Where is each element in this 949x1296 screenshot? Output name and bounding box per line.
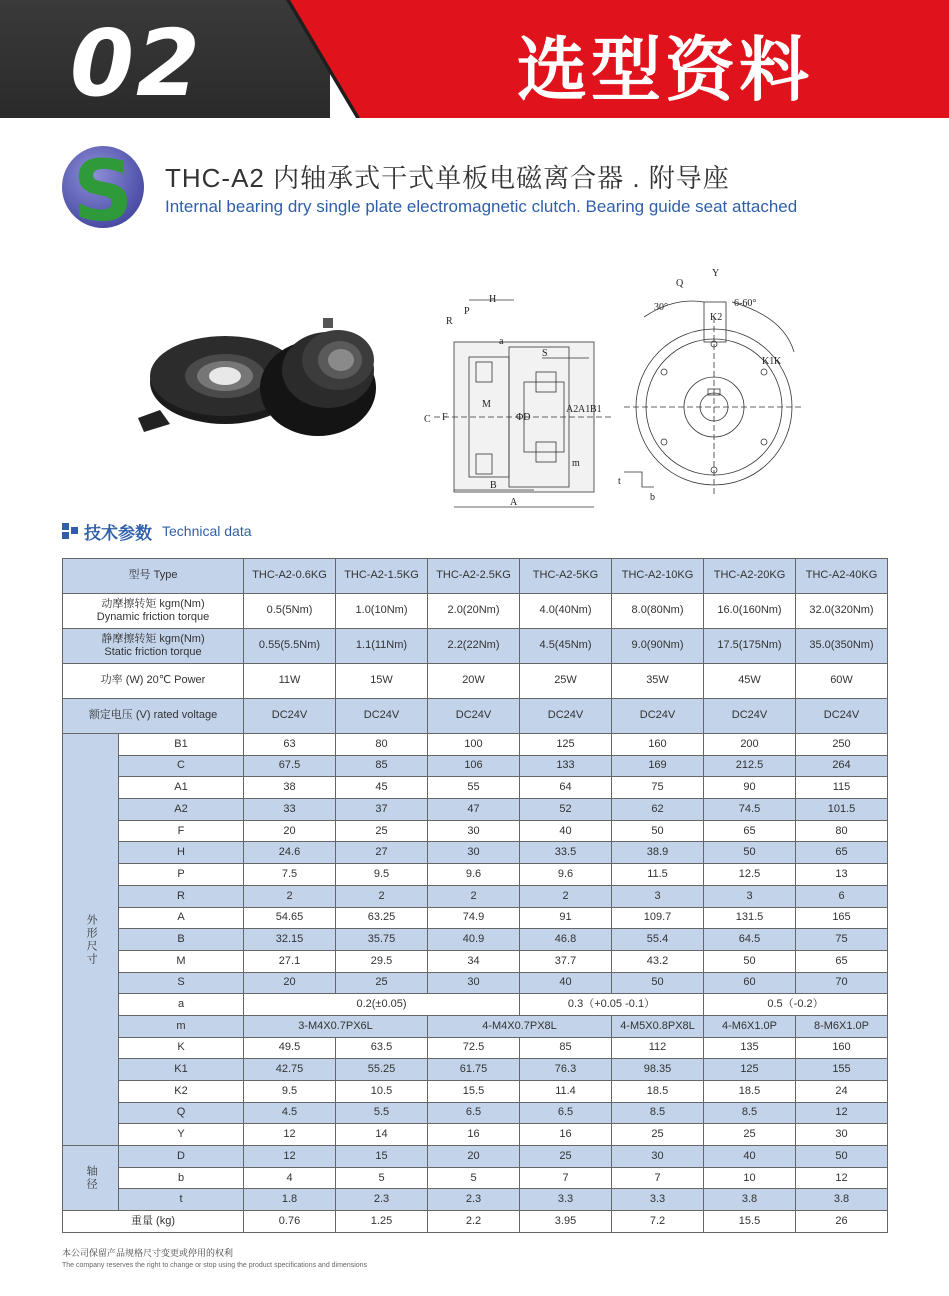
row-label: K1 [119, 1059, 244, 1081]
table-cell: 3-M4X0.7PX6L [244, 1015, 428, 1037]
table-cell: 3.3 [520, 1189, 612, 1211]
table-cell: DC24V [428, 699, 520, 734]
table-row [63, 755, 888, 777]
table-cell: 16 [520, 1124, 612, 1146]
table-cell: 32.0(320Nm) [796, 594, 888, 629]
table-cell: 15W [336, 664, 428, 699]
table-row [63, 994, 888, 1016]
table-cell: 112 [612, 1037, 704, 1059]
row-label: F [119, 820, 244, 842]
table-cell: 12 [796, 1167, 888, 1189]
table-cell: 3.8 [796, 1189, 888, 1211]
table-cell: 106 [428, 755, 520, 777]
table-cell: 7 [520, 1167, 612, 1189]
row-label: M [119, 950, 244, 972]
table-cell: 30 [428, 972, 520, 994]
table-cell: 20 [244, 820, 336, 842]
svg-text:6-60°: 6-60° [734, 298, 757, 309]
footer-note-en: The company reserves the right to change or stop using the product specifications and dimensions [62, 1262, 368, 1269]
svg-text:t: t [618, 476, 621, 487]
table-cell: 9.5 [336, 864, 428, 886]
section-marker-icon [62, 523, 78, 539]
table-cell: 18.5 [704, 1081, 796, 1103]
table-row [63, 1124, 888, 1146]
table-cell: 74.5 [704, 799, 796, 821]
table-cell: 45W [704, 664, 796, 699]
svg-text:C: C [424, 414, 431, 425]
table-cell: 2.3 [336, 1189, 428, 1211]
table-row [63, 1037, 888, 1059]
table-cell: 8.5 [704, 1102, 796, 1124]
table-row [63, 820, 888, 842]
table-cell: 1.8 [244, 1189, 336, 1211]
table-cell: DC24V [612, 699, 704, 734]
table-cell: 109.7 [612, 907, 704, 929]
header-model: THC-A2-10KG [612, 559, 704, 594]
svg-text:b: b [650, 492, 655, 503]
row-label: R [119, 885, 244, 907]
table-row [63, 1146, 888, 1168]
row-label: B [119, 929, 244, 951]
table-cell: 4 [244, 1167, 336, 1189]
table-cell: 0.2(±0.05) [244, 994, 520, 1016]
svg-text:B1: B1 [590, 404, 602, 415]
row-label: B1 [119, 734, 244, 756]
row-label: 额定电压 (V) rated voltage [63, 699, 244, 734]
row-label: A1 [119, 777, 244, 799]
table-cell: 91 [520, 907, 612, 929]
table-cell: 50 [796, 1146, 888, 1168]
table-cell: 65 [704, 820, 796, 842]
table-cell: 64 [520, 777, 612, 799]
table-cell: 7 [612, 1167, 704, 1189]
table-cell: 7.2 [612, 1211, 704, 1233]
table-row [63, 1211, 888, 1233]
table-cell: 135 [704, 1037, 796, 1059]
svg-text:B: B [490, 480, 497, 491]
table-cell: 3 [612, 885, 704, 907]
table-cell: 32.15 [244, 929, 336, 951]
table-cell: 40 [704, 1146, 796, 1168]
table-cell: 15.5 [428, 1081, 520, 1103]
table-cell: 264 [796, 755, 888, 777]
table-cell: 165 [796, 907, 888, 929]
table-row [63, 1059, 888, 1081]
row-label: 动摩擦转矩 kgm(Nm) Dynamic friction torque [63, 594, 244, 629]
table-cell: 65 [796, 842, 888, 864]
table-cell: 115 [796, 777, 888, 799]
row-label: b [119, 1167, 244, 1189]
svg-text:R: R [446, 316, 453, 327]
technical-data-table [62, 558, 888, 1233]
table-cell: 15.5 [704, 1211, 796, 1233]
table-cell: 4.0(40Nm) [520, 594, 612, 629]
header-model: THC-A2-20KG [704, 559, 796, 594]
table-cell: 12.5 [704, 864, 796, 886]
row-label: Y [119, 1124, 244, 1146]
svg-text:Y: Y [712, 268, 720, 279]
table-cell: 200 [704, 734, 796, 756]
table-cell: 125 [704, 1059, 796, 1081]
table-cell: 1.0(10Nm) [336, 594, 428, 629]
table-cell: DC24V [336, 699, 428, 734]
svg-text:ΦD: ΦD [516, 412, 531, 423]
product-title-cn: THC-A2 内轴承式干式单板电磁离合器 . 附导座 [165, 163, 730, 193]
table-cell: 26 [796, 1211, 888, 1233]
table-row [63, 664, 888, 699]
table-row [63, 629, 888, 664]
table-cell: 80 [796, 820, 888, 842]
table-cell: 18.5 [612, 1081, 704, 1103]
table-cell: 50 [612, 820, 704, 842]
table-cell: 74.9 [428, 907, 520, 929]
front-view [624, 301, 804, 497]
table-cell: 76.3 [520, 1059, 612, 1081]
table-cell: 30 [428, 842, 520, 864]
table-cell: 37 [336, 799, 428, 821]
table-row [63, 1167, 888, 1189]
table-row [63, 885, 888, 907]
section-number: 02 [70, 10, 203, 117]
table-cell: 2 [520, 885, 612, 907]
table-cell: 30 [796, 1124, 888, 1146]
table-cell: 5.5 [336, 1102, 428, 1124]
table-cell: 35W [612, 664, 704, 699]
table-cell: 63.25 [336, 907, 428, 929]
table-cell: 2 [244, 885, 336, 907]
shaft-group-label: 轴径 [63, 1146, 119, 1211]
brand-logo-icon: S [62, 146, 144, 228]
table-cell: 8-M6X1.0P [796, 1015, 888, 1037]
row-label: Q [119, 1102, 244, 1124]
table-row [63, 950, 888, 972]
table-cell: 24.6 [244, 842, 336, 864]
table-cell: 80 [336, 734, 428, 756]
table-cell: 212.5 [704, 755, 796, 777]
table-cell: 55 [428, 777, 520, 799]
header-type-label: 型号 Type [63, 559, 244, 594]
bearing-seat [260, 318, 376, 436]
table-cell: 62 [612, 799, 704, 821]
table-cell: 30 [612, 1146, 704, 1168]
table-cell: 75 [612, 777, 704, 799]
table-cell: 4-M5X0.8PX8L [612, 1015, 704, 1037]
table-cell: 3 [704, 885, 796, 907]
table-cell: DC24V [520, 699, 612, 734]
table-cell: 10.5 [336, 1081, 428, 1103]
table-cell: 16 [428, 1124, 520, 1146]
table-cell: 3.8 [704, 1189, 796, 1211]
table-cell: 0.5(5Nm) [244, 594, 336, 629]
table-cell: 100 [428, 734, 520, 756]
table-row [63, 842, 888, 864]
table-cell: 75 [796, 929, 888, 951]
table-row [63, 1189, 888, 1211]
table-cell: 16.0(160Nm) [704, 594, 796, 629]
table-cell: 0.3（+0.05 -0.1） [520, 994, 704, 1016]
table-cell: 55.25 [336, 1059, 428, 1081]
table-row [63, 1081, 888, 1103]
row-label: S [119, 972, 244, 994]
table-cell: 1.25 [336, 1211, 428, 1233]
table-cell: DC24V [796, 699, 888, 734]
table-cell: 9.6 [428, 864, 520, 886]
row-label: A2 [119, 799, 244, 821]
row-label: C [119, 755, 244, 777]
row-label: 重量 (kg) [63, 1211, 244, 1233]
table-cell: 65 [796, 950, 888, 972]
table-row [63, 594, 888, 629]
table-cell: 25 [612, 1124, 704, 1146]
table-cell: 2.2 [428, 1211, 520, 1233]
svg-text:F: F [442, 412, 448, 423]
svg-text:K2: K2 [710, 312, 723, 323]
technical-drawing [414, 262, 814, 512]
table-cell: 61.75 [428, 1059, 520, 1081]
table-cell: 133 [520, 755, 612, 777]
dimension-group-label: 外形尺寸 [63, 734, 119, 1146]
table-cell: 60W [796, 664, 888, 699]
table-cell: 27 [336, 842, 428, 864]
table-cell: 160 [612, 734, 704, 756]
table-cell: 2.2(22Nm) [428, 629, 520, 664]
table-cell: 160 [796, 1037, 888, 1059]
table-cell: 0.55(5.5Nm) [244, 629, 336, 664]
product-title-en: Internal bearing dry single plate electromagnetic clutch. Bearing guide seat attached [165, 197, 798, 216]
table-cell: 9.5 [244, 1081, 336, 1103]
table-cell: DC24V [704, 699, 796, 734]
section-heading [62, 518, 252, 544]
table-cell: 25 [336, 820, 428, 842]
table-cell: 7.5 [244, 864, 336, 886]
table-cell: 169 [612, 755, 704, 777]
table-row [63, 699, 888, 734]
svg-text:H: H [489, 294, 497, 305]
table-row [63, 799, 888, 821]
table-cell: 12 [796, 1102, 888, 1124]
table-cell: 29.5 [336, 950, 428, 972]
table-cell: 3.3 [612, 1189, 704, 1211]
table-cell: 98.35 [612, 1059, 704, 1081]
table-row [63, 777, 888, 799]
table-cell: 42.75 [244, 1059, 336, 1081]
row-label: 静摩擦转矩 kgm(Nm) Static friction torque [63, 629, 244, 664]
row-label: K2 [119, 1081, 244, 1103]
table-cell: 11.5 [612, 864, 704, 886]
table-cell: 10 [704, 1167, 796, 1189]
row-label: H [119, 842, 244, 864]
table-cell: 25 [520, 1146, 612, 1168]
table-cell: 20 [244, 972, 336, 994]
table-row [63, 1015, 888, 1037]
table-cell: 3.95 [520, 1211, 612, 1233]
table-cell: 37.7 [520, 950, 612, 972]
table-cell: DC24V [244, 699, 336, 734]
header-model: THC-A2-2.5KG [428, 559, 520, 594]
table-cell: 43.2 [612, 950, 704, 972]
table-cell: 30 [428, 820, 520, 842]
table-cell: 52 [520, 799, 612, 821]
table-row [63, 907, 888, 929]
svg-text:a: a [499, 336, 504, 347]
table-cell: 63 [244, 734, 336, 756]
row-label: P [119, 864, 244, 886]
table-cell: 40 [520, 972, 612, 994]
table-cell: 8.0(80Nm) [612, 594, 704, 629]
header-model: THC-A2-5KG [520, 559, 612, 594]
table-cell: 49.5 [244, 1037, 336, 1059]
table-cell: 25 [704, 1124, 796, 1146]
table-cell: 54.65 [244, 907, 336, 929]
table-cell: 55.4 [612, 929, 704, 951]
table-cell: 9.0(90Nm) [612, 629, 704, 664]
svg-text:P: P [464, 306, 470, 317]
table-cell: 90 [704, 777, 796, 799]
table-cell: 4.5(45Nm) [520, 629, 612, 664]
table-cell: 12 [244, 1146, 336, 1168]
svg-text:S: S [542, 348, 548, 359]
table-cell: 2 [428, 885, 520, 907]
table-cell: 25W [520, 664, 612, 699]
table-cell: 85 [520, 1037, 612, 1059]
svg-text:K: K [774, 356, 782, 367]
table-cell: 72.5 [428, 1037, 520, 1059]
table-cell: 2.3 [428, 1189, 520, 1211]
table-cell: 155 [796, 1059, 888, 1081]
row-label: D [119, 1146, 244, 1168]
table-cell: 38.9 [612, 842, 704, 864]
row-label: t [119, 1189, 244, 1211]
table-cell: 14 [336, 1124, 428, 1146]
table-cell: 35.0(350Nm) [796, 629, 888, 664]
table-cell: 24 [796, 1081, 888, 1103]
table-cell: 4-M6X1.0P [704, 1015, 796, 1037]
table-cell: 101.5 [796, 799, 888, 821]
table-cell: 34 [428, 950, 520, 972]
svg-text:M: M [482, 399, 491, 410]
header-model: THC-A2-40KG [796, 559, 888, 594]
row-label: a [119, 994, 244, 1016]
banner-title: 选型资料 [517, 29, 813, 111]
table-cell: 47 [428, 799, 520, 821]
table-cell: 250 [796, 734, 888, 756]
table-cell: 70 [796, 972, 888, 994]
table-cell: 9.6 [520, 864, 612, 886]
table-cell: 67.5 [244, 755, 336, 777]
table-cell: 5 [428, 1167, 520, 1189]
svg-text:K1: K1 [762, 356, 775, 367]
table-cell: 2 [336, 885, 428, 907]
table-cell: 15 [336, 1146, 428, 1168]
table-cell: 13 [796, 864, 888, 886]
table-cell: 0.76 [244, 1211, 336, 1233]
table-header-row [63, 559, 888, 594]
svg-text:A2: A2 [566, 404, 579, 415]
header-banner [0, 0, 949, 118]
header-model: THC-A2-0.6KG [244, 559, 336, 594]
table-cell: 63.5 [336, 1037, 428, 1059]
table-cell: 33.5 [520, 842, 612, 864]
table-cell: 6 [796, 885, 888, 907]
table-cell: 40.9 [428, 929, 520, 951]
table-cell: 6.5 [428, 1102, 520, 1124]
table-cell: 1.1(11Nm) [336, 629, 428, 664]
table-cell: 4.5 [244, 1102, 336, 1124]
table-cell: 12 [244, 1124, 336, 1146]
table-cell: 4-M4X0.7PX8L [428, 1015, 612, 1037]
table-cell: 40 [520, 820, 612, 842]
table-cell: 50 [704, 842, 796, 864]
footer-note-cn: 本公司保留产品规格尺寸变更或停用的权利 [62, 1248, 234, 1258]
table-cell: 38 [244, 777, 336, 799]
table-row [63, 864, 888, 886]
svg-text:m: m [572, 458, 580, 469]
row-label: 功率 (W) 20℃ Power [63, 664, 244, 699]
table-cell: 11.4 [520, 1081, 612, 1103]
svg-text:Q: Q [676, 278, 684, 289]
table-cell: 2.0(20Nm) [428, 594, 520, 629]
section-title-en: Technical data [162, 523, 252, 539]
table-cell: 35.75 [336, 929, 428, 951]
table-cell: 50 [704, 950, 796, 972]
table-cell: 27.1 [244, 950, 336, 972]
table-cell: 46.8 [520, 929, 612, 951]
table-cell: 5 [336, 1167, 428, 1189]
table-cell: 64.5 [704, 929, 796, 951]
table-cell: 0.5（-0.2） [704, 994, 888, 1016]
section-title-cn: 技术参数 [84, 523, 152, 543]
table-row [63, 929, 888, 951]
table-cell: 20 [428, 1146, 520, 1168]
svg-text:30°: 30° [654, 302, 668, 313]
table-cell: 20W [428, 664, 520, 699]
row-label: K [119, 1037, 244, 1059]
table-row [63, 1102, 888, 1124]
row-label: A [119, 907, 244, 929]
table-cell: 33 [244, 799, 336, 821]
table-row [63, 734, 888, 756]
table-cell: 125 [520, 734, 612, 756]
svg-text:A: A [510, 497, 518, 508]
svg-text:A1: A1 [578, 404, 591, 415]
table-cell: 11W [244, 664, 336, 699]
table-cell: 60 [704, 972, 796, 994]
table-cell: 17.5(175Nm) [704, 629, 796, 664]
table-cell: 85 [336, 755, 428, 777]
table-cell: 131.5 [704, 907, 796, 929]
header-model: THC-A2-1.5KG [336, 559, 428, 594]
table-cell: 50 [612, 972, 704, 994]
table-cell: 45 [336, 777, 428, 799]
table-cell: 6.5 [520, 1102, 612, 1124]
product-photo [130, 300, 390, 450]
row-label: m [119, 1015, 244, 1037]
table-cell: 25 [336, 972, 428, 994]
table-cell: 8.5 [612, 1102, 704, 1124]
table-row [63, 972, 888, 994]
